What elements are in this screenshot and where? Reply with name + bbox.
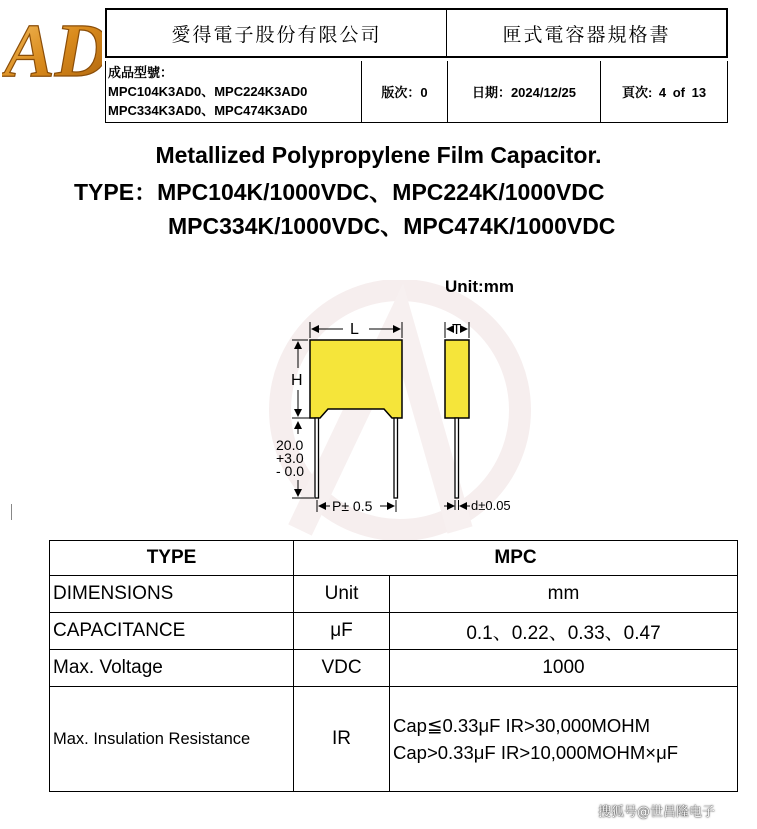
row-unit: μF [294, 613, 390, 650]
row-value: 0.1、0.22、0.33、0.47 [390, 613, 738, 650]
dim-pitch: P± 0.5 [332, 498, 373, 514]
version: 版次：0 [362, 61, 448, 122]
model-line-1: MPC104K3AD0、MPC224K3AD0 [108, 84, 308, 99]
lead-tol-minus: - 0.0 [276, 463, 305, 479]
ir-condition-2: Cap>0.33μF IR>10,000MOHM×μF [393, 742, 679, 763]
header-top [105, 8, 728, 58]
source-watermark: 搜狐号@世昌隆电子 [598, 805, 716, 820]
row-param: CAPACITANCE [50, 613, 294, 650]
table-row [50, 613, 738, 650]
dim-H: H [291, 372, 303, 389]
capacitor-body-side [445, 340, 469, 418]
header-type: TYPE [50, 541, 294, 576]
page-number: 頁次: 4 of 13 [621, 85, 707, 100]
model-numbers [106, 61, 362, 122]
lead-left [315, 418, 319, 498]
unit-label: Unit:mm [445, 277, 514, 296]
dim-diameter: d±0.05 [471, 498, 511, 513]
model-label: 成品型號： [108, 65, 174, 80]
dim-T: T [452, 321, 462, 338]
model-line-2: MPC334K3AD0、MPC474K3AD0 [108, 103, 308, 118]
dim-L: L [350, 321, 359, 338]
row-value: mm [390, 576, 738, 613]
issue-date: 日期：2024/12/25 [448, 61, 601, 122]
logo-text: AD [4, 10, 102, 88]
lead-length: 20.0 [276, 437, 304, 453]
row-unit: IR [294, 687, 390, 792]
company-logo [2, 10, 102, 88]
lead-tol-plus: +3.0 [276, 450, 304, 466]
row-param: DIMENSIONS [50, 576, 294, 613]
row-param: Max. Voltage [50, 650, 294, 687]
row-value: 1000 [390, 650, 738, 687]
row-unit: VDC [294, 650, 390, 687]
capacitor-drawing [270, 310, 540, 525]
table-row-insulation [50, 687, 738, 792]
row-param: Max. Insulation Resistance [50, 687, 294, 792]
table-row [50, 576, 738, 613]
row-value-ir [390, 687, 738, 792]
type-line-1: TYPE：MPC104K/1000VDC、MPC224K/1000VDC [74, 179, 605, 205]
lead-side [455, 418, 459, 498]
table-row [50, 650, 738, 687]
company-name: 愛得電子股份有限公司 [107, 10, 447, 56]
capacitor-body-front [310, 340, 402, 418]
table-header-row [50, 541, 738, 576]
header-model: MPC [294, 541, 738, 576]
ir-condition-1: Cap≦0.33μF IR>30,000MOHM [393, 715, 651, 736]
document-type: 匣式電容器規格書 [502, 23, 671, 46]
lead-right [394, 418, 398, 498]
margin-mark [11, 504, 12, 520]
type-line-2: MPC334K/1000VDC、MPC474K/1000VDC [168, 213, 616, 239]
header-info [105, 61, 728, 123]
row-unit: Unit [294, 576, 390, 613]
product-title: Metallized Polypropylene Film Capacitor. [155, 142, 602, 168]
spec-table [49, 540, 738, 792]
